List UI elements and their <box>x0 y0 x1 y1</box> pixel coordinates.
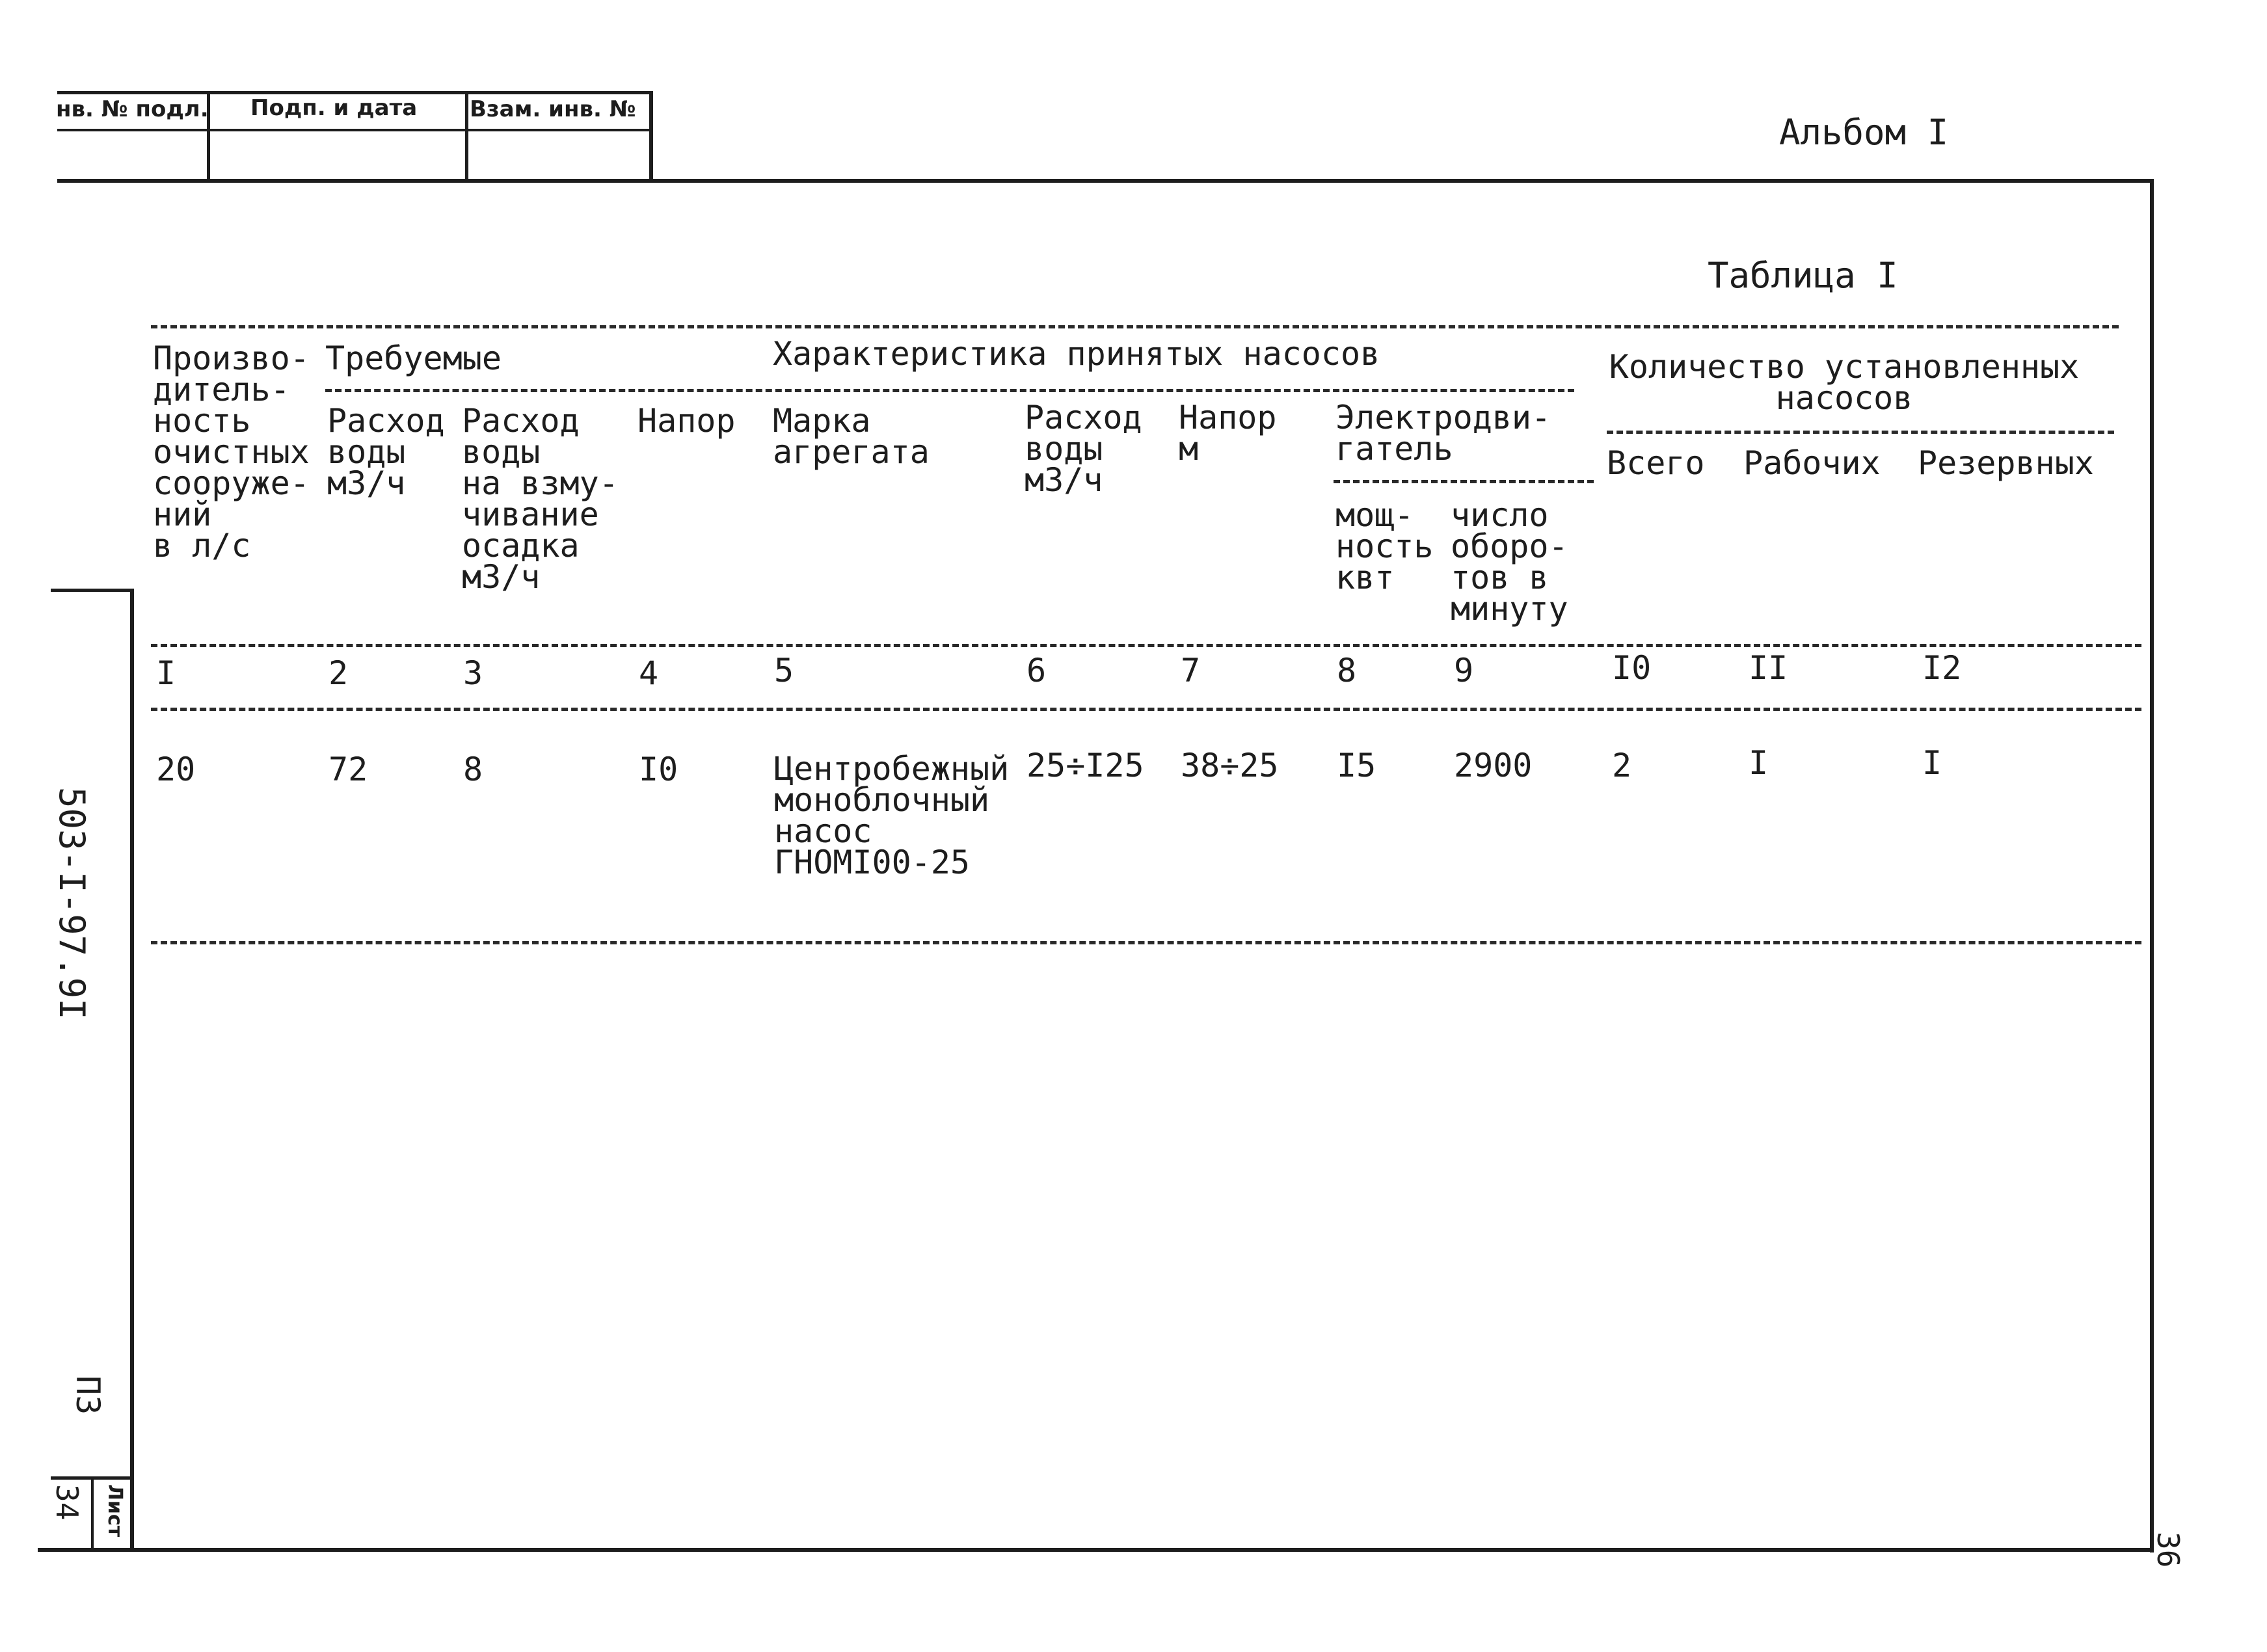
column-number: 3 <box>463 654 483 692</box>
column-number: I <box>156 654 176 692</box>
sheet-number: 34 <box>49 1484 85 1521</box>
cell-reserve: I <box>1922 744 1942 782</box>
header-pumps-group: Характеристика принятых насосов <box>773 335 1380 373</box>
cell-water-flow: 72 <box>329 751 368 788</box>
column-number: 4 <box>639 654 659 692</box>
column-number: 7 <box>1181 652 1201 689</box>
header-col7-pump-head: Напор м <box>1179 399 1277 468</box>
album-label: Альбом I <box>1779 112 1949 153</box>
column-number: I2 <box>1922 649 1962 687</box>
column-number: 6 <box>1026 652 1047 689</box>
document-code: 503-I-97.9I <box>51 787 92 1020</box>
cell-productivity: 20 <box>156 751 196 788</box>
cell-power: I5 <box>1337 747 1376 784</box>
column-number: 5 <box>774 652 794 689</box>
column-number: 2 <box>329 654 349 692</box>
header-col12-reserve: Резервных <box>1918 444 2094 482</box>
header-col5-brand: Марка агрегата <box>773 402 930 471</box>
header-col2-water-flow: Расход воды м3/ч <box>327 402 445 502</box>
column-number: 8 <box>1337 652 1357 689</box>
table-title: Таблица I <box>1708 255 1898 296</box>
header-col4-head: Напор <box>637 402 736 440</box>
header-col11-working: Рабочих <box>1743 444 1881 482</box>
header-col1-productivity: Произво- дитель- ность очистных сооруже- ний в л/с <box>153 340 310 565</box>
header-col8-power: мощ- ность квт <box>1335 496 1434 596</box>
cell-brand: Центробежный моноблочный насос ГНОМI00-25 <box>774 750 1010 881</box>
header-col9-rpm: число оборо- тов в минуту <box>1451 496 1568 628</box>
cell-working: I <box>1749 744 1769 782</box>
header-required-group: Требуемые <box>325 340 502 377</box>
header-motor-group: Электродви- гатель <box>1335 399 1551 468</box>
page-number: 36 <box>2151 1532 2186 1568</box>
column-number: I0 <box>1612 649 1652 687</box>
header-col6-pump-flow: Расход воды м3/ч <box>1025 399 1142 499</box>
column-number: 9 <box>1454 652 1474 689</box>
header-count-group: Количество установленных насосов <box>1609 348 2080 417</box>
sheet-label: Лист <box>103 1484 126 1538</box>
cell-rpm: 2900 <box>1454 747 1533 784</box>
cell-total: 2 <box>1612 747 1632 784</box>
stamp-sign-label: Подп. и дата <box>250 95 418 121</box>
section-label: ПЗ <box>69 1376 107 1415</box>
cell-pump-flow: 25÷I25 <box>1026 747 1144 784</box>
stamp-inv-label: нв. № подл. <box>56 96 209 122</box>
header-col10-total: Всего <box>1607 444 1705 482</box>
stamp-replace-label: Взам. инв. № <box>470 96 636 122</box>
column-number: II <box>1749 649 1788 687</box>
cell-sludge-flow: 8 <box>463 751 483 788</box>
header-col3-sludge-flow: Расход воды на взму- чивание осадка м3/ч <box>462 402 619 596</box>
cell-head: I0 <box>639 751 678 788</box>
cell-pump-head: 38÷25 <box>1181 747 1279 784</box>
